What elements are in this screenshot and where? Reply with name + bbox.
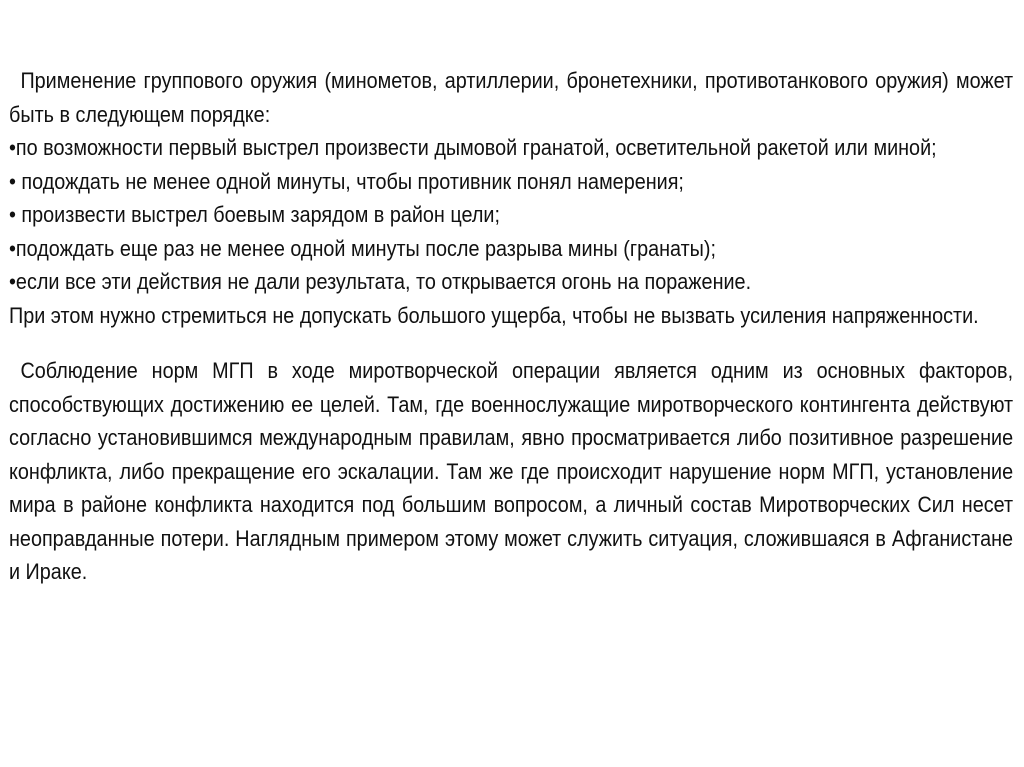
list-item-wait-one-minute: • подождать не менее одной минуты, чтобы противник понял намерения; — [9, 168, 684, 194]
ihl-compliance-paragraph: Соблюдение норм МГП в ходе миротворческой операции является одним из основных факторов, способствующих достижению ее целей. Там, где военнослужащие миротворческого контингента действуют согласно установившимся международным правилам, явно просматривается либо позитивное разрешение конфликта, либо прекращение его эскалации. Там же где происходит нарушение норм МГП, установление мира в районе конфликта находится под большим вопросом, а личный состав Миротворческих Сил несет неоправданные потери. Наглядным примером этому может служить ситуация, сложившаяся в Афганистане и Ираке. — [9, 358, 1014, 584]
list-item-smoke-shot: •по возможности первый выстрел произвести дымовой гранатой, осветительной ракетой или миной; — [9, 135, 937, 160]
weapons-usage-section — [9, 64, 1016, 332]
list-item-combat-shot: • произвести выстрел боевым зарядом в район цели; — [9, 202, 500, 227]
ihl-compliance-section — [9, 354, 1016, 589]
weapons-closing-text: При этом нужно стремиться не допускать большого ущерба, чтобы не вызвать усиления напряженности. — [9, 302, 979, 328]
list-item-open-fire: •если все эти действия не дали результата, то открывается огонь на поражение. — [9, 269, 752, 294]
list-item-wait-again: •подождать еще раз не менее одной минуты после разрыва мины (гранаты); — [9, 235, 717, 261]
weapons-intro-text: Применение группового оружия (минометов, артиллерии, бронетехники, противотанкового оружия) может быть в следующем порядке: — [9, 68, 1014, 127]
